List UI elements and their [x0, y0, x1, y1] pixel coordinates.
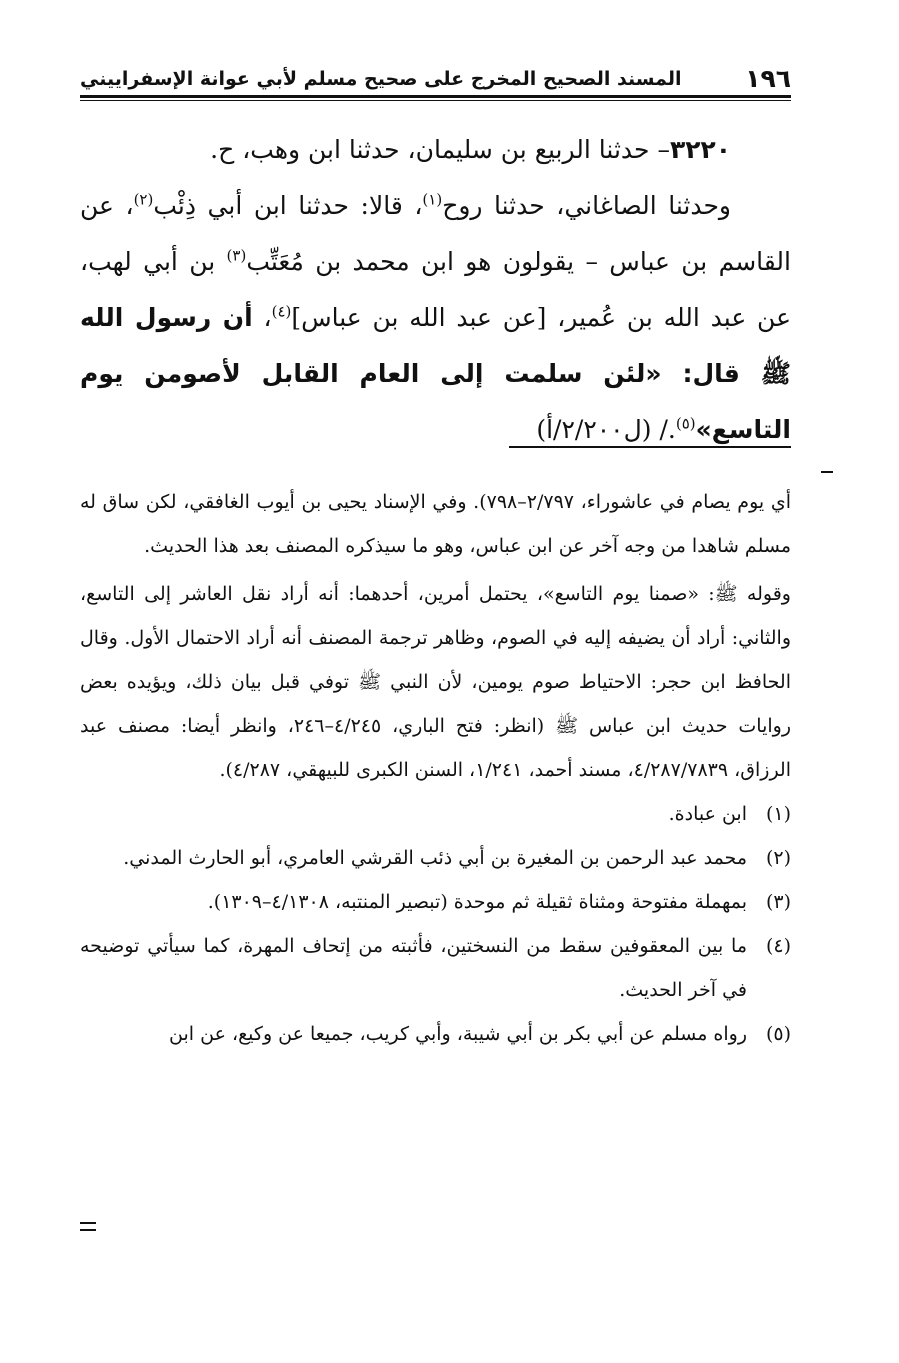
footnote-text: رواه مسلم عن أبي بكر بن أبي شيبة، وأبي كريب، جميعا عن وكيع، عن ابن — [169, 1023, 747, 1045]
footnotes — [80, 480, 791, 1056]
hadith-first-line — [80, 122, 791, 178]
header-rule-thin — [80, 100, 791, 101]
hadith-chain-2d: بن أبي لهب، عن عبد الله بن عُمير، [عن عبد الله بن عباس] — [80, 247, 791, 332]
hadith-paragraph — [80, 178, 791, 458]
footnote-number: (٢) — [765, 847, 791, 869]
footnote-item — [80, 880, 791, 924]
hadith-number: ٣٢٢٠ — [669, 135, 731, 164]
hadith-chain-2a: وحدثنا الصاغاني، حدثنا روح — [442, 191, 731, 220]
footnote-number: (٥) — [765, 1023, 791, 1045]
footnote-continuation-2: وقوله ﷺ: «صمنا يوم التاسع»، يحتمل أمرين، أحدهما: أنه أراد نقل العاشر إلى التاسع، والثاني: أراد أن يضيفه إليه في الصوم، وظاهر ترجمة المصنف أنه أراد الاحتمال الأول. وقال الحافظ ابن حجر: الاحتياط صوم يومين، لأن النبي ﷺ توفي قبل بيان ذلك، ويؤيده بعض روايات حديث ابن عباس ﷺ (انظر: فتح الباري، ٤/٢٤٥–٢٤٦، وانظر أيضا: مصنف عبد الرزاق، ٤/٢٨٧/٧٨٣٩، مسند أحمد، ١/٢٤١، السنن الكبرى للبيهقي، ٤/٢٨٧). — [80, 583, 791, 781]
footnote-ref-4[interactable]: (٤) — [271, 302, 292, 321]
footnote-text: بمهملة مفتوحة ومثناة ثقيلة ثم موحدة (تبصير المنتبه، ٤/١٣٠٨–١٣٠٩). — [207, 891, 747, 913]
hadith-chain-2e: ، — [252, 303, 272, 332]
footnote-ref-3[interactable]: (٣) — [226, 246, 247, 265]
footnote-number: (١) — [765, 803, 791, 825]
footnote-ref-5[interactable]: (٥) — [675, 414, 696, 433]
hadith-chain-2c: ، عن القاسم بن عباس – يقولون هو ابن محمد بن مُعَتِّب — [80, 191, 791, 276]
header-rule-thick — [80, 95, 791, 98]
main-text — [80, 122, 791, 458]
page-header — [80, 58, 791, 94]
continuation-mark — [80, 1222, 96, 1231]
footnote-ref-1[interactable]: (١) — [422, 190, 443, 209]
hadith-chain-1: – حدثنا الربيع بن سليمان، حدثنا ابن وهب، ح. — [210, 135, 670, 164]
hadith-chain-2b: ، قالا: حدثنا ابن أبي ذِئْب — [153, 191, 423, 220]
footnote-separator — [509, 446, 791, 448]
footnote-item — [80, 924, 791, 1012]
footnote-text: ما بين المعقوفين سقط من النسختين، فأثبته من إتحاف المهرة، كما سيأتي توضيحه في آخر الحديث. — [80, 935, 747, 1001]
footnote-continuation-1: أي يوم يصام في عاشوراء، ٢/٧٩٧–٧٩٨). وفي الإسناد يحيى بن أيوب الغافقي، لكن ساق له مسلم شاهدا من وجه آخر عن ابن عباس، وهو ما سيذكره المصنف بعد هذا الحديث. — [80, 491, 792, 557]
footnote-item — [80, 836, 791, 880]
footnote-number: (٣) — [765, 891, 791, 913]
manuscript-ref: ./ (ل٢/٢٠٠/أ) — [536, 415, 676, 444]
footnote-ref-2[interactable]: (٢) — [133, 190, 154, 209]
continuation-dash — [821, 471, 833, 473]
footnote-text: ابن عبادة. — [668, 803, 747, 825]
page-number: ١٩٦ — [745, 64, 791, 93]
footnote-item — [80, 792, 791, 836]
footnote-item — [80, 1012, 791, 1056]
hadith-matn: أن رسول الله ﷺ قال: «لئن سلمت إلى العام القابل لأصومن يوم التاسع» — [80, 303, 791, 444]
footnote-number: (٤) — [765, 935, 791, 957]
running-title: المسند الصحيح المخرج على صحيح مسلم لأبي عوانة الإسفراييني — [80, 68, 682, 90]
footnote-text: محمد عبد الرحمن بن المغيرة بن أبي ذئب القرشي العامري، أبو الحارث المدني. — [123, 847, 747, 869]
